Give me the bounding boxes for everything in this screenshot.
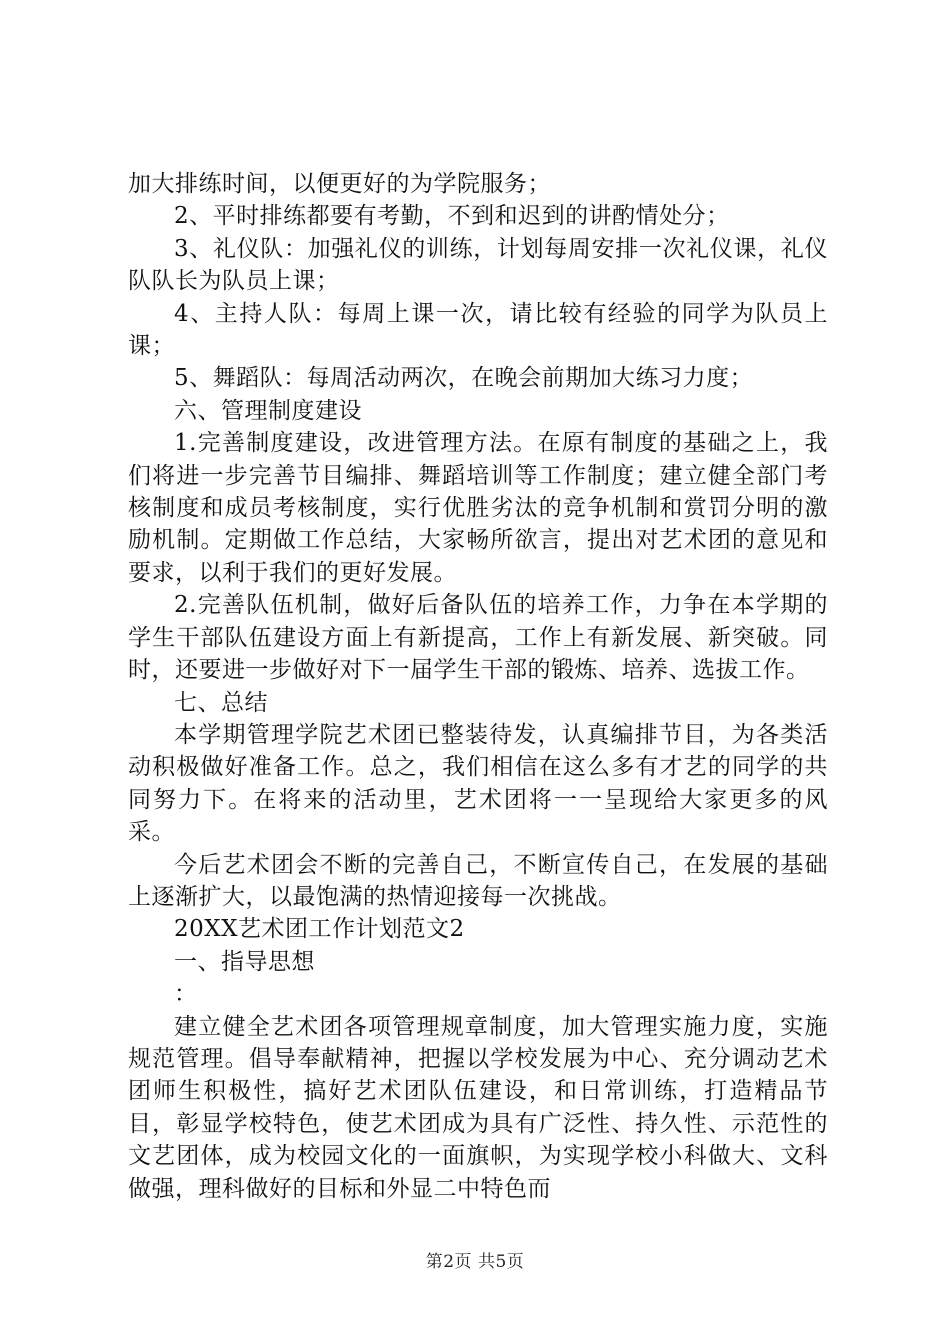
stray-colon: ： xyxy=(174,981,198,1008)
paragraph-system-building: 1.完善制度建设，改进管理方法。在原有制度的基础之上，我们将进一步完善节目编排、舞蹈培训等工作制度；建立健全部门考核制度和成员考核制度，实行优胜劣汰的竞争机制和赏罚分明的激励机制。定期做工作总结，大家畅所欲言，提出对艺术团的意见和要求，以利于我们的更好发展。 xyxy=(128,430,828,586)
section-heading-summary: 七、总结 xyxy=(174,689,268,716)
list-item-attendance: 2、平时排练都要有考勤，不到和迟到的讲酌情处分； xyxy=(174,203,730,230)
paragraph-future: 今后艺术团会不断的完善自己，不断宣传自己，在发展的基础上逐渐扩大，以最饱满的热情迎接每一次挑战。 xyxy=(128,851,828,910)
section-heading-management: 六、管理制度建设 xyxy=(174,397,362,424)
paragraph-team-mechanism: 2.完善队伍机制，做好后备队伍的培养工作，力争在本学期的学生干部队伍建设方面上有新提高，工作上有新发展、新突破。同时，还要进一步做好对下一届学生干部的锻炼、培养、选拔工作。 xyxy=(128,592,828,684)
list-item-dance-team: 5、舞蹈队：每周活动两次，在晚会前期加大练习力度； xyxy=(174,365,754,392)
paragraph-guiding-thought: 建立健全艺术团各项管理规章制度，加大管理实施力度，实施规范管理。倡导奉献精神，把握以学校发展为中心、充分调动艺术团师生积极性，搞好艺术团队伍建设，和日常训练，打造精品节目，彰显学校特色，使艺术团成为具有广泛性、持久性、示范性的文艺团体，成为校园文化的一面旗帜，为实现学校小科做大、文科做强，理科做好的目标和外显二中特色而 xyxy=(128,1013,828,1202)
list-item-host-team: 4、主持人队：每周上课一次，请比较有经验的同学为队员上课； xyxy=(128,300,828,360)
list-item-etiquette-team: 3、礼仪队：加强礼仪的训练，计划每周安排一次礼仪课，礼仪队队长为队员上课； xyxy=(128,235,828,295)
page-number: 第2页 共5页 xyxy=(425,1252,525,1272)
paragraph-summary: 本学期管理学院艺术团已整装待发，认真编排节目，为各类活动积极做好准备工作。总之，我们相信在这么多有才艺的同学的共同努力下。在将来的活动里，艺术团将一一呈现给大家更多的风采。 xyxy=(128,721,828,846)
document-subtitle: 20XX艺术团工作计划范文2 xyxy=(174,916,465,943)
document-body xyxy=(128,168,828,1205)
paragraph-continuation: 加大排练时间，以便更好的为学院服务； xyxy=(128,171,551,197)
section-heading-guiding-thought: 一、指导思想 xyxy=(174,948,315,975)
